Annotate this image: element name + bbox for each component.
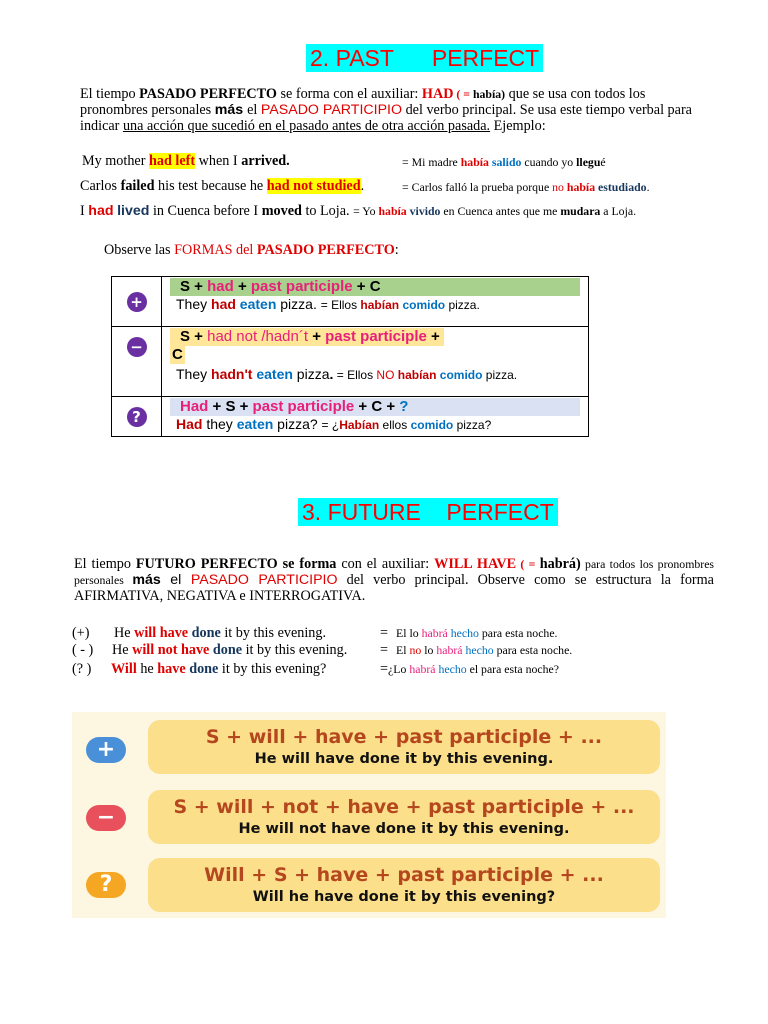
affirmative-row: + S + had + past participle + C They had eaten pizza. = Ellos habían comido pizza. bbox=[112, 277, 589, 327]
past-perfect-title: 2. PAST PERFECT bbox=[306, 44, 543, 72]
future-example-2: ( - ) He will not have done it by this evening. bbox=[72, 642, 348, 658]
past-perfect-intro: El tiempo PASADO PERFECTO se forma con el auxiliar: HAD ( = había) que se usa con todos los pronombres personales más el PASADO PARTICIPIO del verbo principal. Se usa este tiempo verbal para indicar una acción que sucedió en el pasado antes de otra acción pasada. Ejemplo: bbox=[80, 86, 692, 134]
past-example-2-translation: = Carlos falló la prueba porque no había estudiado. bbox=[402, 180, 650, 194]
question-icon: ? bbox=[86, 872, 126, 898]
interrogative-formula: Will + S + have + past participle + ... bbox=[204, 864, 604, 886]
interrogative-sentence: Will he have done it by this evening? bbox=[252, 889, 556, 905]
affirmative-example: They had eaten pizza. = Ellos habían comido pizza. bbox=[176, 296, 480, 312]
future-perfect-title: 3. FUTURE PERFECT bbox=[298, 498, 558, 526]
negative-sentence: He will not have done it by this evening. bbox=[238, 821, 570, 837]
interrogative-example: Had they eaten pizza? = ¿Habían ellos comido pizza? bbox=[176, 416, 492, 432]
future-example-1-translation: = El lo habrá hecho para esta noche. bbox=[380, 625, 558, 641]
negative-card bbox=[148, 790, 660, 844]
past-perfect-forms-table bbox=[111, 276, 589, 437]
negative-row: − S + had not /hadn´t + past participle + C They hadn't eaten pizza. = Ellos NO habían comido pizza. bbox=[112, 327, 589, 397]
minus-icon: − bbox=[127, 337, 147, 357]
interrogative-card bbox=[148, 858, 660, 912]
negative-formula: S + will + not + have + past participle + ... bbox=[173, 796, 635, 818]
future-example-3: (? ) Will he have done it by this evening? bbox=[72, 661, 327, 677]
future-example-2-translation: = El no lo habrá hecho para esta noche. bbox=[380, 642, 573, 658]
past-example-1-translation: = Mi madre había salido cuando yo llegué bbox=[402, 155, 606, 169]
plus-icon: + bbox=[86, 737, 126, 763]
plus-icon: + bbox=[127, 292, 147, 312]
past-example-1: My mother had left when I arrived. bbox=[82, 153, 290, 169]
past-example-2: Carlos failed his test because he had not studied. bbox=[80, 178, 365, 194]
affirmative-formula: S + will + have + past participle + ... bbox=[205, 726, 603, 748]
future-example-3-translation: =¿Lo habrá hecho el para esta noche? bbox=[380, 661, 559, 677]
future-example-1: (+) He will have done it by this evening. bbox=[72, 625, 327, 641]
negative-example: They hadn't eaten pizza. = Ellos NO habían comido pizza. bbox=[176, 366, 518, 382]
past-example-3: I had lived in Cuenca before I moved to Loja. = Yo había vivido en Cuenca antes que me mudara a Loja. bbox=[80, 203, 637, 219]
interrogative-row: ? Had + S + past participle + C + ? Had they eaten pizza? = ¿Habían ellos comido pizza? bbox=[112, 397, 589, 437]
observe-forms-label: Observe las FORMAS del PASADO PERFECTO: bbox=[104, 242, 399, 258]
question-icon: ? bbox=[127, 407, 147, 427]
future-perfect-intro: El tiempo FUTURO PERFECTO se forma con el auxiliar: WILL HAVE ( = habrá) para todos los pronombres personales más el PASADO PARTICIPIO del verbo principal. Observe como se estructura la forma AFIRMATIVA, NEGATIVA e INTERROGATIVA. bbox=[74, 556, 715, 604]
affirmative-card bbox=[148, 720, 660, 774]
minus-icon: − bbox=[86, 805, 126, 831]
affirmative-sentence: He will have done it by this evening. bbox=[254, 751, 554, 767]
